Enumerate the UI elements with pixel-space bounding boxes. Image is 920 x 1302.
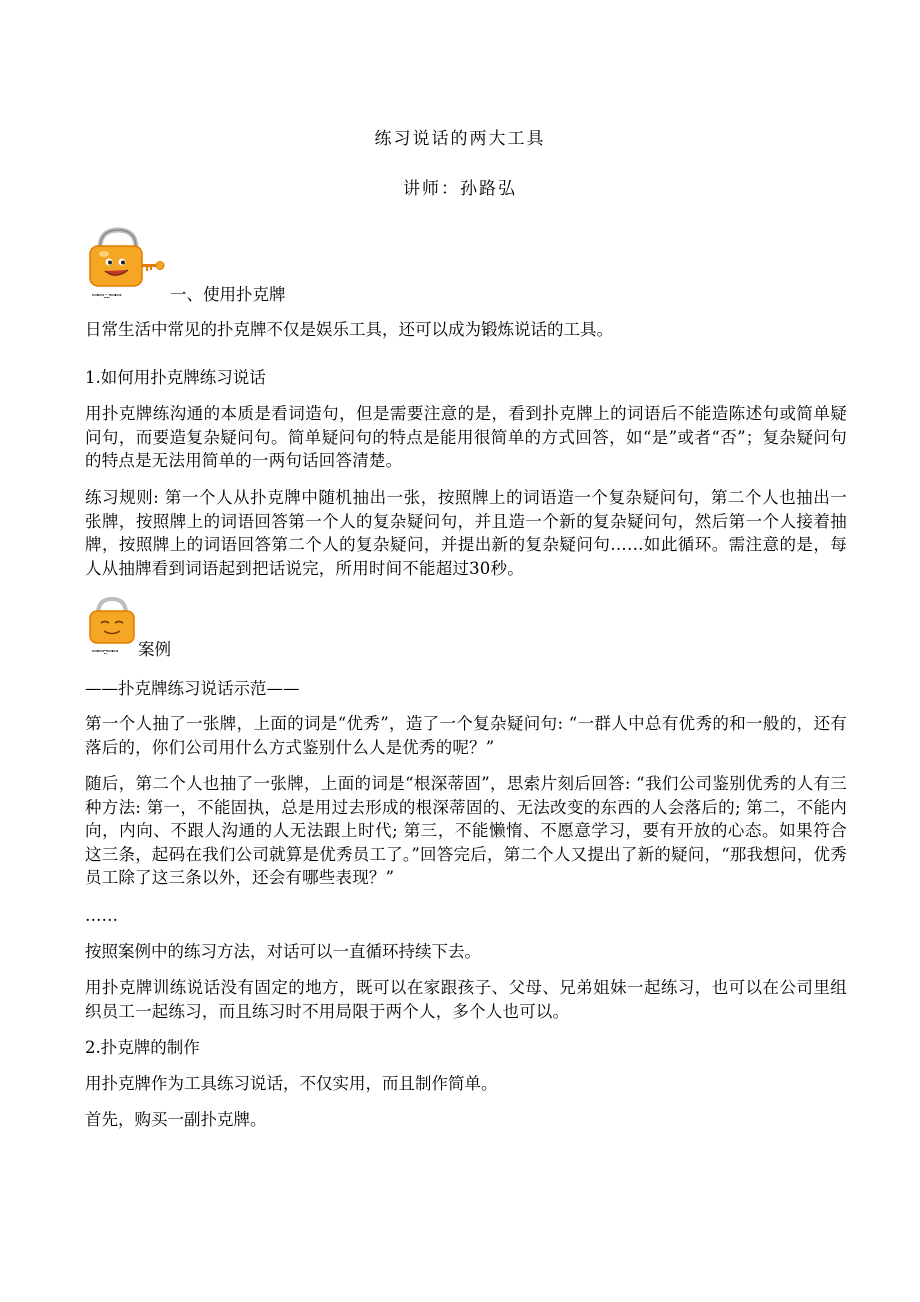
section1-heading: 一、使用扑克牌 [170,285,286,304]
making-paragraph: 用扑克牌作为工具练习说话，不仅实用，而且制作简单。 [85,1074,498,1093]
case-subtitle: ——扑克牌练习说话示范—— [85,679,300,698]
intro-paragraph: 日常生活中常见的扑克牌不仅是娱乐工具，还可以成为锻炼说话的工具。 [85,320,613,339]
subheading-making-cards: 2.扑克牌的制作 [85,1038,200,1057]
continue-paragraph: 按照案例中的练习方法，对话可以一直循环持续下去。 [85,942,481,961]
rules-paragraph: 练习规则: 第一个人从扑克牌中随机抽出一张，按照牌上的词语造一个复杂疑问句，第二个人也抽出一张牌，按照牌上的词语回答第一个人的复杂疑问句，并且造一个新的复杂疑问句，然后第一个人接着抽牌，按照牌上的词语回答第二个人的复杂疑问，并提出新的复杂疑问句……如此循环。需注意的是，每人从抽牌看到词语起到把话说完，所用时间不能超过30秒。 [85,488,847,578]
first-step-paragraph: 首先，购买一副扑克牌。 [85,1110,267,1129]
lock-mascot-icon [80,226,170,300]
case-paragraph-2: 随后，第二个人也抽了一张牌，上面的词是“根深蒂固”，思索片刻后回答: “我们公司鉴别优秀的人有三种方法: 第一，不能固执，总是用过去形成的根深蒂固的、无法改变的东西的人会落后的; 第二，不能内向，内向、不跟人沟通的人无法跟上时代; 第三，不能懒惰、不愿意学习，要有开放的心态。如果符合这三条，起码在我们公司就算是优秀员工了。”回答完后，第二个人又提出了新的疑问，“那我想问，优秀员工除了这三条以外，还会有哪些表现？” [85,774,847,887]
lecturer-line: 讲师：孙路弘 [403,179,517,199]
case-heading: 案例 [138,640,171,659]
essence-paragraph: 用扑克牌练沟通的本质是看词造句，但是需要注意的是，看到扑克牌上的词语后不能造陈述句或简单疑问句，而要造复杂疑问句。简单疑问句的特点是能用很简单的方式回答，如“是”或者“否”；复杂疑问句的特点是无法用简单的一两句话回答清楚。 [85,404,847,470]
subheading-how-to-practice: 1.如何用扑克牌练习说话 [85,368,266,387]
icon1-caption: ꟷꟷ.:.:ꟷꟷ [92,291,121,300]
ellipsis-line: …… [85,906,118,925]
case-paragraph-1: 第一个人抽了一张牌，上面的词是“优秀”，造了一个复杂疑问句: “一群人中总有优秀的和一般的，还有落后的，你们公司用什么方式鉴别什么人是优秀的呢？” [85,714,847,757]
lock-mascot-small-icon [84,596,140,648]
places-paragraph: 用扑克牌训练说话没有固定的地方，既可以在家跟孩子、父母、兄弟姐妹一起练习，也可以在公司里组织员工一起练习，而且练习时不用局限于两个人，多个人也可以。 [85,978,847,1021]
icon2-caption: ꟷꟷ::ꟷꟷ [92,647,118,656]
document-title: 练习说话的两大工具 [374,129,546,149]
